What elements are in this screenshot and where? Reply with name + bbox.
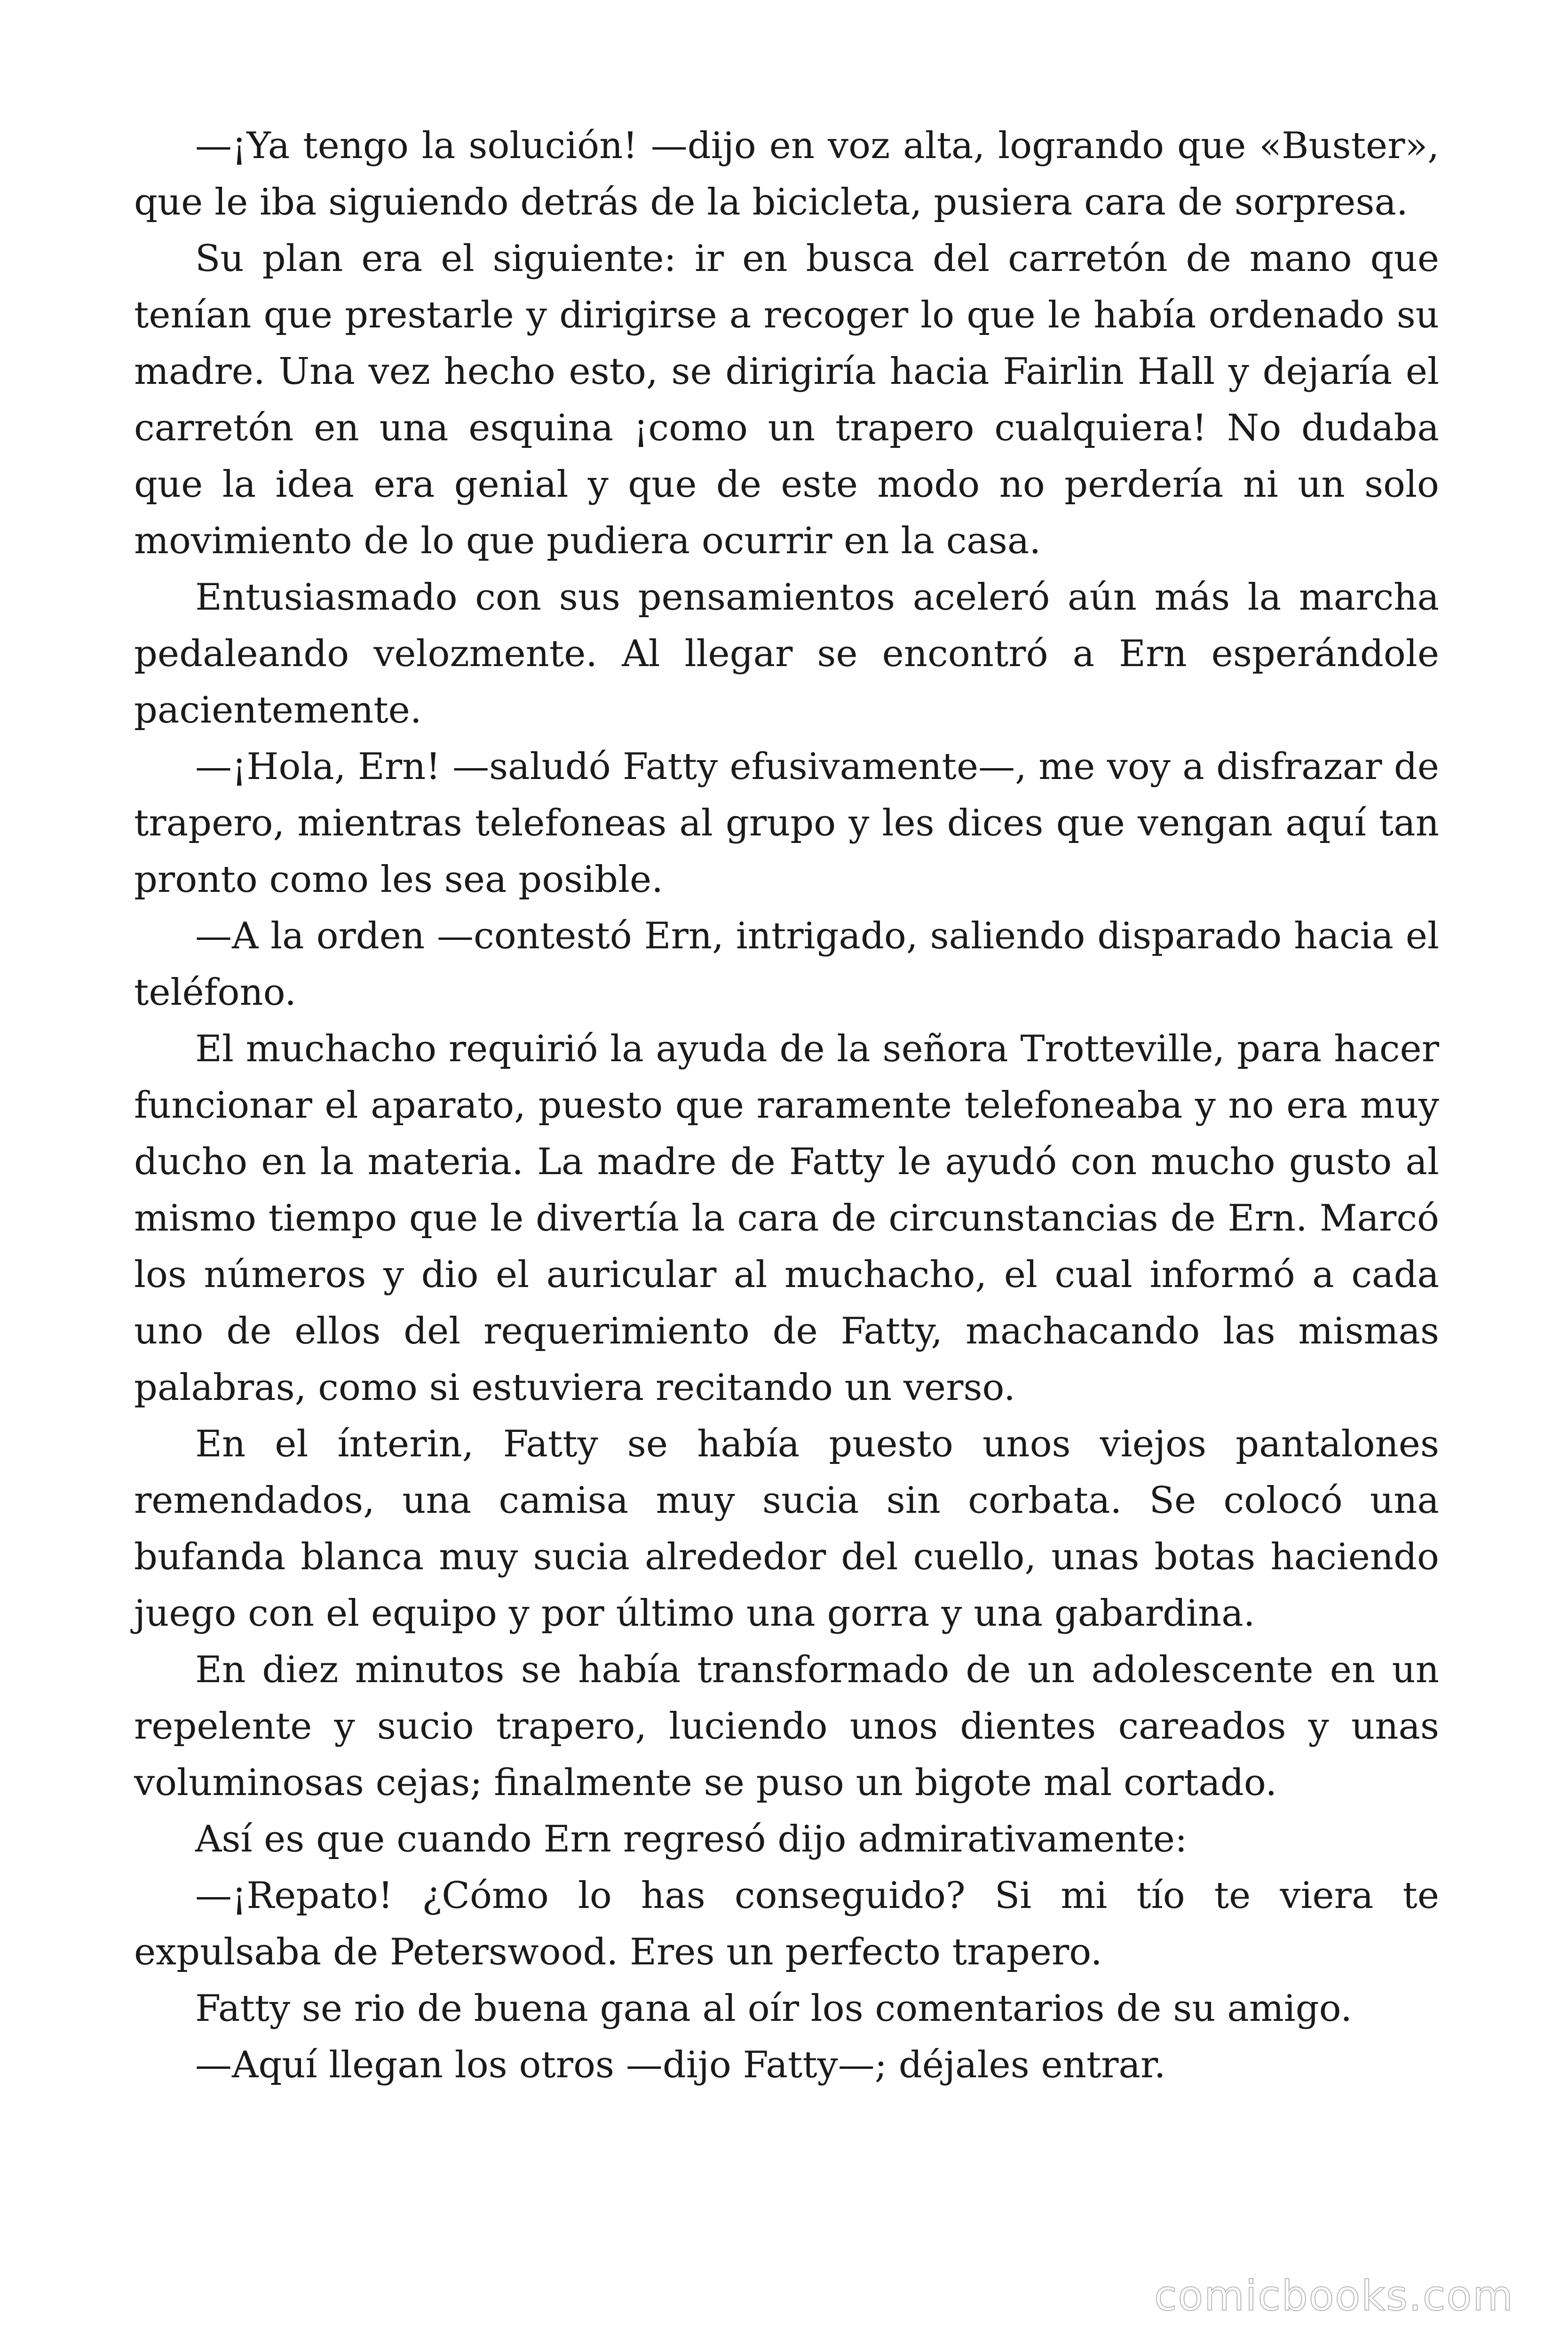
paragraph: Su plan era el siguiente: ir en busca del carretón de mano que tenían que prestarle y dirigirse a recoger lo que le había ordenado su madre. Una vez hecho esto, se dirigiría hacia Fairlin Hall y dejaría el carretón en una esquina ¡como un trapero cualquiera! No dudaba que la idea era genial y que de este modo no perdería ni un solo movimiento de lo que pudiera ocurrir en la casa.	[134, 238, 1439, 562]
paragraph: —A la orden —contestó Ern, intrigado, saliendo disparado hacia el teléfono.	[134, 915, 1439, 1014]
paragraph: —¡Repato! ¿Cómo lo has conseguido? Si mi tío te viera te expulsaba de Peterswood. Eres un perfecto trapero.	[134, 1875, 1439, 1973]
paragraph: —Aquí llegan los otros —dijo Fatty—; déjales entrar.	[195, 2044, 1166, 2086]
paragraph: El muchacho requirió la ayuda de la señora Trotteville, para hacer funcionar el aparato, puesto que raramente telefoneaba y no era muy ducho en la materia. La madre de Fatty le ayudó con mucho gusto al mismo tiempo que le divertía la cara de circunstancias de Ern. Marcó los números y dio el auricular al muchacho, el cual informó a cada uno de ellos del requerimiento de Fatty, machacando las mismas palabras, como si estuviera recitando un verso.	[134, 1028, 1439, 1409]
paragraph: En diez minutos se había transformado de un adolescente en un repelente y sucio trapero, luciendo unos dientes careados y unas voluminosas cejas; finalmente se puso un bigote mal cortado.	[134, 1649, 1439, 1804]
paragraph: En el ínterin, Fatty se había puesto unos viejos pantalones remendados, una camisa muy sucia sin corbata. Se colocó una bufanda blanca muy sucia alrededor del cuello, unas botas haciendo juego con el equipo y por último una gorra y una gabardina.	[134, 1423, 1439, 1635]
paragraph: Entusiasmado con sus pensamientos aceleró aún más la marcha pedaleando velozmente. Al llegar se encontró a Ern esperándole pacientemente.	[134, 576, 1439, 731]
paragraph: Fatty se rio de buena gana al oír los comentarios de su amigo.	[195, 1987, 1353, 2030]
watermark: comicbooks.com	[1154, 2272, 1514, 2320]
paragraph: —¡Hola, Ern! —saludó Fatty efusivamente—, me voy a disfrazar de trapero, mientras telefoneas al grupo y les dices que vengan aquí tan pronto como les sea posible.	[134, 746, 1439, 901]
page-body	[134, 118, 1439, 2093]
paragraph: —¡Ya tengo la solución! —dijo en voz alta, logrando que «Buster», que le iba siguiendo detrás de la bicicleta, pusiera cara de sorpresa.	[134, 125, 1439, 223]
paragraph: Así es que cuando Ern regresó dijo admirativamente:	[195, 1818, 1188, 1860]
